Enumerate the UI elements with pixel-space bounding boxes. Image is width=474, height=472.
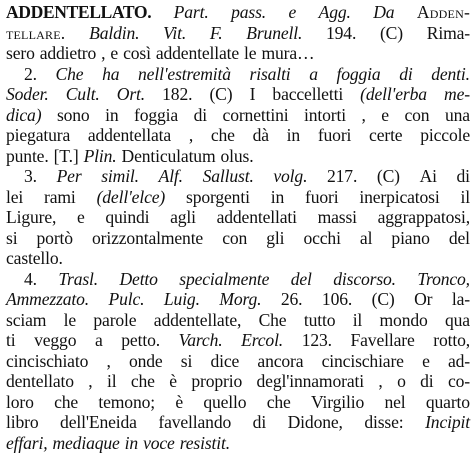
word: castello. xyxy=(6,248,63,268)
word: Vit. xyxy=(163,22,187,43)
word: resistit. xyxy=(179,432,230,453)
word: intorti xyxy=(303,104,346,125)
word: Or xyxy=(414,289,433,309)
word: in xyxy=(124,432,139,453)
word: il xyxy=(352,309,363,330)
word: sero xyxy=(6,43,35,63)
word: qua xyxy=(444,309,470,330)
word: è xyxy=(169,371,177,391)
word: 194. xyxy=(326,22,357,43)
word: una xyxy=(444,104,470,125)
word: Plin. xyxy=(83,145,117,166)
word: che xyxy=(266,391,291,412)
word: a xyxy=(309,63,318,84)
word: libro xyxy=(6,412,39,432)
text-line xyxy=(6,228,470,249)
word: che xyxy=(210,125,235,145)
word: discorso. xyxy=(333,268,396,289)
text-line xyxy=(6,2,470,23)
word: la- xyxy=(451,289,470,309)
word: le xyxy=(63,309,77,330)
word: occhi xyxy=(303,227,341,248)
word: baccelletti xyxy=(272,84,344,104)
word: addentellati xyxy=(216,207,297,227)
word: dentellato xyxy=(6,371,74,391)
word: tutto xyxy=(303,309,336,330)
word: , xyxy=(378,371,383,391)
word: 2. xyxy=(24,63,37,84)
word: in xyxy=(105,104,119,125)
word: ha xyxy=(102,63,120,84)
word: di xyxy=(193,104,207,125)
word: Soder. xyxy=(6,84,49,104)
word: simil. xyxy=(101,166,139,186)
word: Favellare xyxy=(350,330,415,350)
word: proprio xyxy=(191,371,243,391)
word: disse: xyxy=(364,412,404,432)
word: fuori xyxy=(317,125,352,145)
word: parole xyxy=(93,309,137,330)
word: 4. xyxy=(24,268,37,289)
word: petto. xyxy=(121,330,160,350)
word: Ammezzato. xyxy=(6,289,90,309)
word: in xyxy=(270,186,285,207)
word: mura… xyxy=(261,43,315,63)
word: Adden- xyxy=(416,2,470,22)
word: Varch. xyxy=(178,330,223,350)
word: co- xyxy=(447,371,470,391)
word: , xyxy=(101,43,106,63)
text-line xyxy=(6,207,470,228)
word: piccole xyxy=(420,125,470,145)
word: del xyxy=(290,268,312,289)
text-line xyxy=(6,84,470,105)
word: loro xyxy=(6,391,34,412)
word: agli xyxy=(170,207,196,227)
text-line xyxy=(6,392,470,413)
word: così xyxy=(123,43,151,63)
word: Rima- xyxy=(426,22,470,43)
word: quello xyxy=(203,391,247,412)
word: e xyxy=(76,207,85,227)
word: Che xyxy=(55,63,84,84)
word: F. xyxy=(209,22,223,43)
word: piano xyxy=(391,227,430,248)
word: che xyxy=(130,371,155,391)
text-line xyxy=(6,43,470,64)
word: Baldin. xyxy=(89,22,140,43)
word: Ercol. xyxy=(241,330,284,350)
text-line xyxy=(6,351,470,372)
word: di xyxy=(420,371,434,391)
word: , xyxy=(361,104,366,125)
text-line xyxy=(6,166,470,187)
word: dice xyxy=(210,350,240,371)
word: [T.] xyxy=(53,145,79,166)
word: sono xyxy=(56,104,90,125)
text-line xyxy=(6,330,470,351)
word: al xyxy=(359,227,373,248)
text-line xyxy=(6,310,470,331)
text-line xyxy=(6,64,470,85)
word: (C) xyxy=(371,289,395,309)
word: degl'innamorati xyxy=(256,371,364,391)
word: a xyxy=(94,330,103,350)
word: lei xyxy=(6,186,24,207)
word: e xyxy=(288,2,297,22)
word: denti. xyxy=(431,63,470,84)
word: dell'Eneida xyxy=(60,412,137,432)
word: il xyxy=(106,371,117,391)
word: sporgenti xyxy=(186,186,250,207)
word: Cult. xyxy=(65,84,100,104)
word: di xyxy=(399,63,413,84)
word: onde xyxy=(128,350,163,371)
word: Didone, xyxy=(287,412,343,432)
word: con xyxy=(404,104,430,125)
word: I xyxy=(249,84,256,104)
word: piegatura xyxy=(6,125,71,145)
word: cincischiato xyxy=(6,350,89,371)
word: in xyxy=(286,125,301,145)
text-line xyxy=(6,187,470,208)
word: dica) xyxy=(6,104,42,125)
word: Ligure, xyxy=(6,207,57,227)
word: Che xyxy=(258,309,287,330)
word: foggia xyxy=(134,104,179,125)
word: Virgilio xyxy=(311,391,365,412)
word: addietro xyxy=(39,43,97,63)
word: Tronco, xyxy=(417,268,470,289)
text-line xyxy=(6,146,470,167)
word: , xyxy=(88,371,93,391)
word: mondo xyxy=(379,309,428,330)
word: inerpicatosi xyxy=(359,186,440,207)
word: risalti xyxy=(249,63,291,84)
word: Incipit xyxy=(425,412,470,432)
word: Ort. xyxy=(116,84,146,104)
word: addentellate, xyxy=(153,309,242,330)
word: di xyxy=(252,412,267,432)
word: favellando xyxy=(158,412,232,432)
word: Luig. xyxy=(163,289,200,309)
word: sciam xyxy=(6,309,47,330)
word: foggia xyxy=(336,63,381,84)
word: me- xyxy=(444,84,470,104)
text-line xyxy=(6,23,470,44)
word: o xyxy=(397,371,406,391)
word: fuori xyxy=(304,186,339,207)
word: rami xyxy=(44,186,76,207)
word: temono; xyxy=(98,391,155,412)
headword: ADDENTELLATO. xyxy=(6,2,152,22)
word: è xyxy=(175,391,183,412)
word: 3. xyxy=(24,166,37,186)
word: (dell'elce) xyxy=(96,186,166,207)
word: , xyxy=(188,125,194,145)
word: dà xyxy=(252,125,269,145)
word: aggrappatosi, xyxy=(377,207,470,227)
word: Part. xyxy=(173,2,209,22)
word: Trasl. xyxy=(58,268,99,289)
word: Per xyxy=(56,166,82,186)
text-line xyxy=(6,269,470,290)
word: voce xyxy=(143,432,175,453)
word: Brunell. xyxy=(246,22,303,43)
word: mediaque xyxy=(52,432,120,453)
word: (C) xyxy=(376,166,400,186)
word: Morg. xyxy=(219,289,262,309)
text-line xyxy=(6,433,470,454)
word: pass. xyxy=(231,2,267,22)
word: Alf. xyxy=(158,166,183,186)
word: e xyxy=(110,43,119,63)
word: Da xyxy=(373,2,395,22)
word: 182. xyxy=(162,84,193,104)
word: di xyxy=(456,166,470,186)
word: del xyxy=(448,227,470,248)
word: con xyxy=(222,227,248,248)
text-line xyxy=(6,125,470,146)
text-line xyxy=(6,289,470,310)
word: , xyxy=(106,350,111,371)
word: il xyxy=(460,186,470,207)
word: e xyxy=(381,104,389,125)
word: gli xyxy=(266,227,285,248)
word: ancora xyxy=(257,350,304,371)
word: Detto xyxy=(119,268,158,289)
word: orizzontalmente xyxy=(92,227,204,248)
word: Ai xyxy=(419,166,437,186)
word: quarto xyxy=(425,391,470,412)
text-line xyxy=(6,105,470,126)
word: si xyxy=(6,227,18,248)
word: volg. xyxy=(273,166,308,186)
word: 106. xyxy=(321,289,353,309)
word: rotto, xyxy=(433,330,470,350)
word: ti xyxy=(6,330,16,350)
word: 123. xyxy=(301,330,332,350)
word: effari, xyxy=(6,432,48,453)
word: che xyxy=(54,391,79,412)
text-line xyxy=(6,371,470,392)
word: nell'estremità xyxy=(138,63,231,84)
word: cornettini xyxy=(222,104,289,125)
word: le xyxy=(244,43,257,63)
word: tellare. xyxy=(6,22,66,43)
word: massi xyxy=(317,207,357,227)
word: portò xyxy=(36,227,73,248)
word: Agg. xyxy=(318,2,351,22)
word: cincischiare xyxy=(321,350,404,371)
word: punte. xyxy=(6,145,49,166)
word: olus. xyxy=(220,145,254,166)
word: specialmente xyxy=(179,268,270,289)
word: addentellate xyxy=(155,43,240,63)
word: Denticulatum xyxy=(121,145,216,166)
text-line xyxy=(6,248,470,269)
text-line xyxy=(6,412,470,433)
word: Sallust. xyxy=(202,166,254,186)
word: ad- xyxy=(447,350,470,371)
word: addentellata xyxy=(87,125,172,145)
word: e xyxy=(422,350,430,371)
word: Pulc. xyxy=(108,289,145,309)
word: quindi xyxy=(105,207,150,227)
word: nel xyxy=(384,391,406,412)
word: certe xyxy=(369,125,403,145)
word: si xyxy=(180,350,193,371)
word: 217. xyxy=(327,166,358,186)
word: 26. xyxy=(280,289,303,309)
word: veggo xyxy=(34,330,77,350)
word: (C) xyxy=(209,84,233,104)
word: (dell'erba xyxy=(360,84,427,104)
word: (C) xyxy=(379,22,403,43)
